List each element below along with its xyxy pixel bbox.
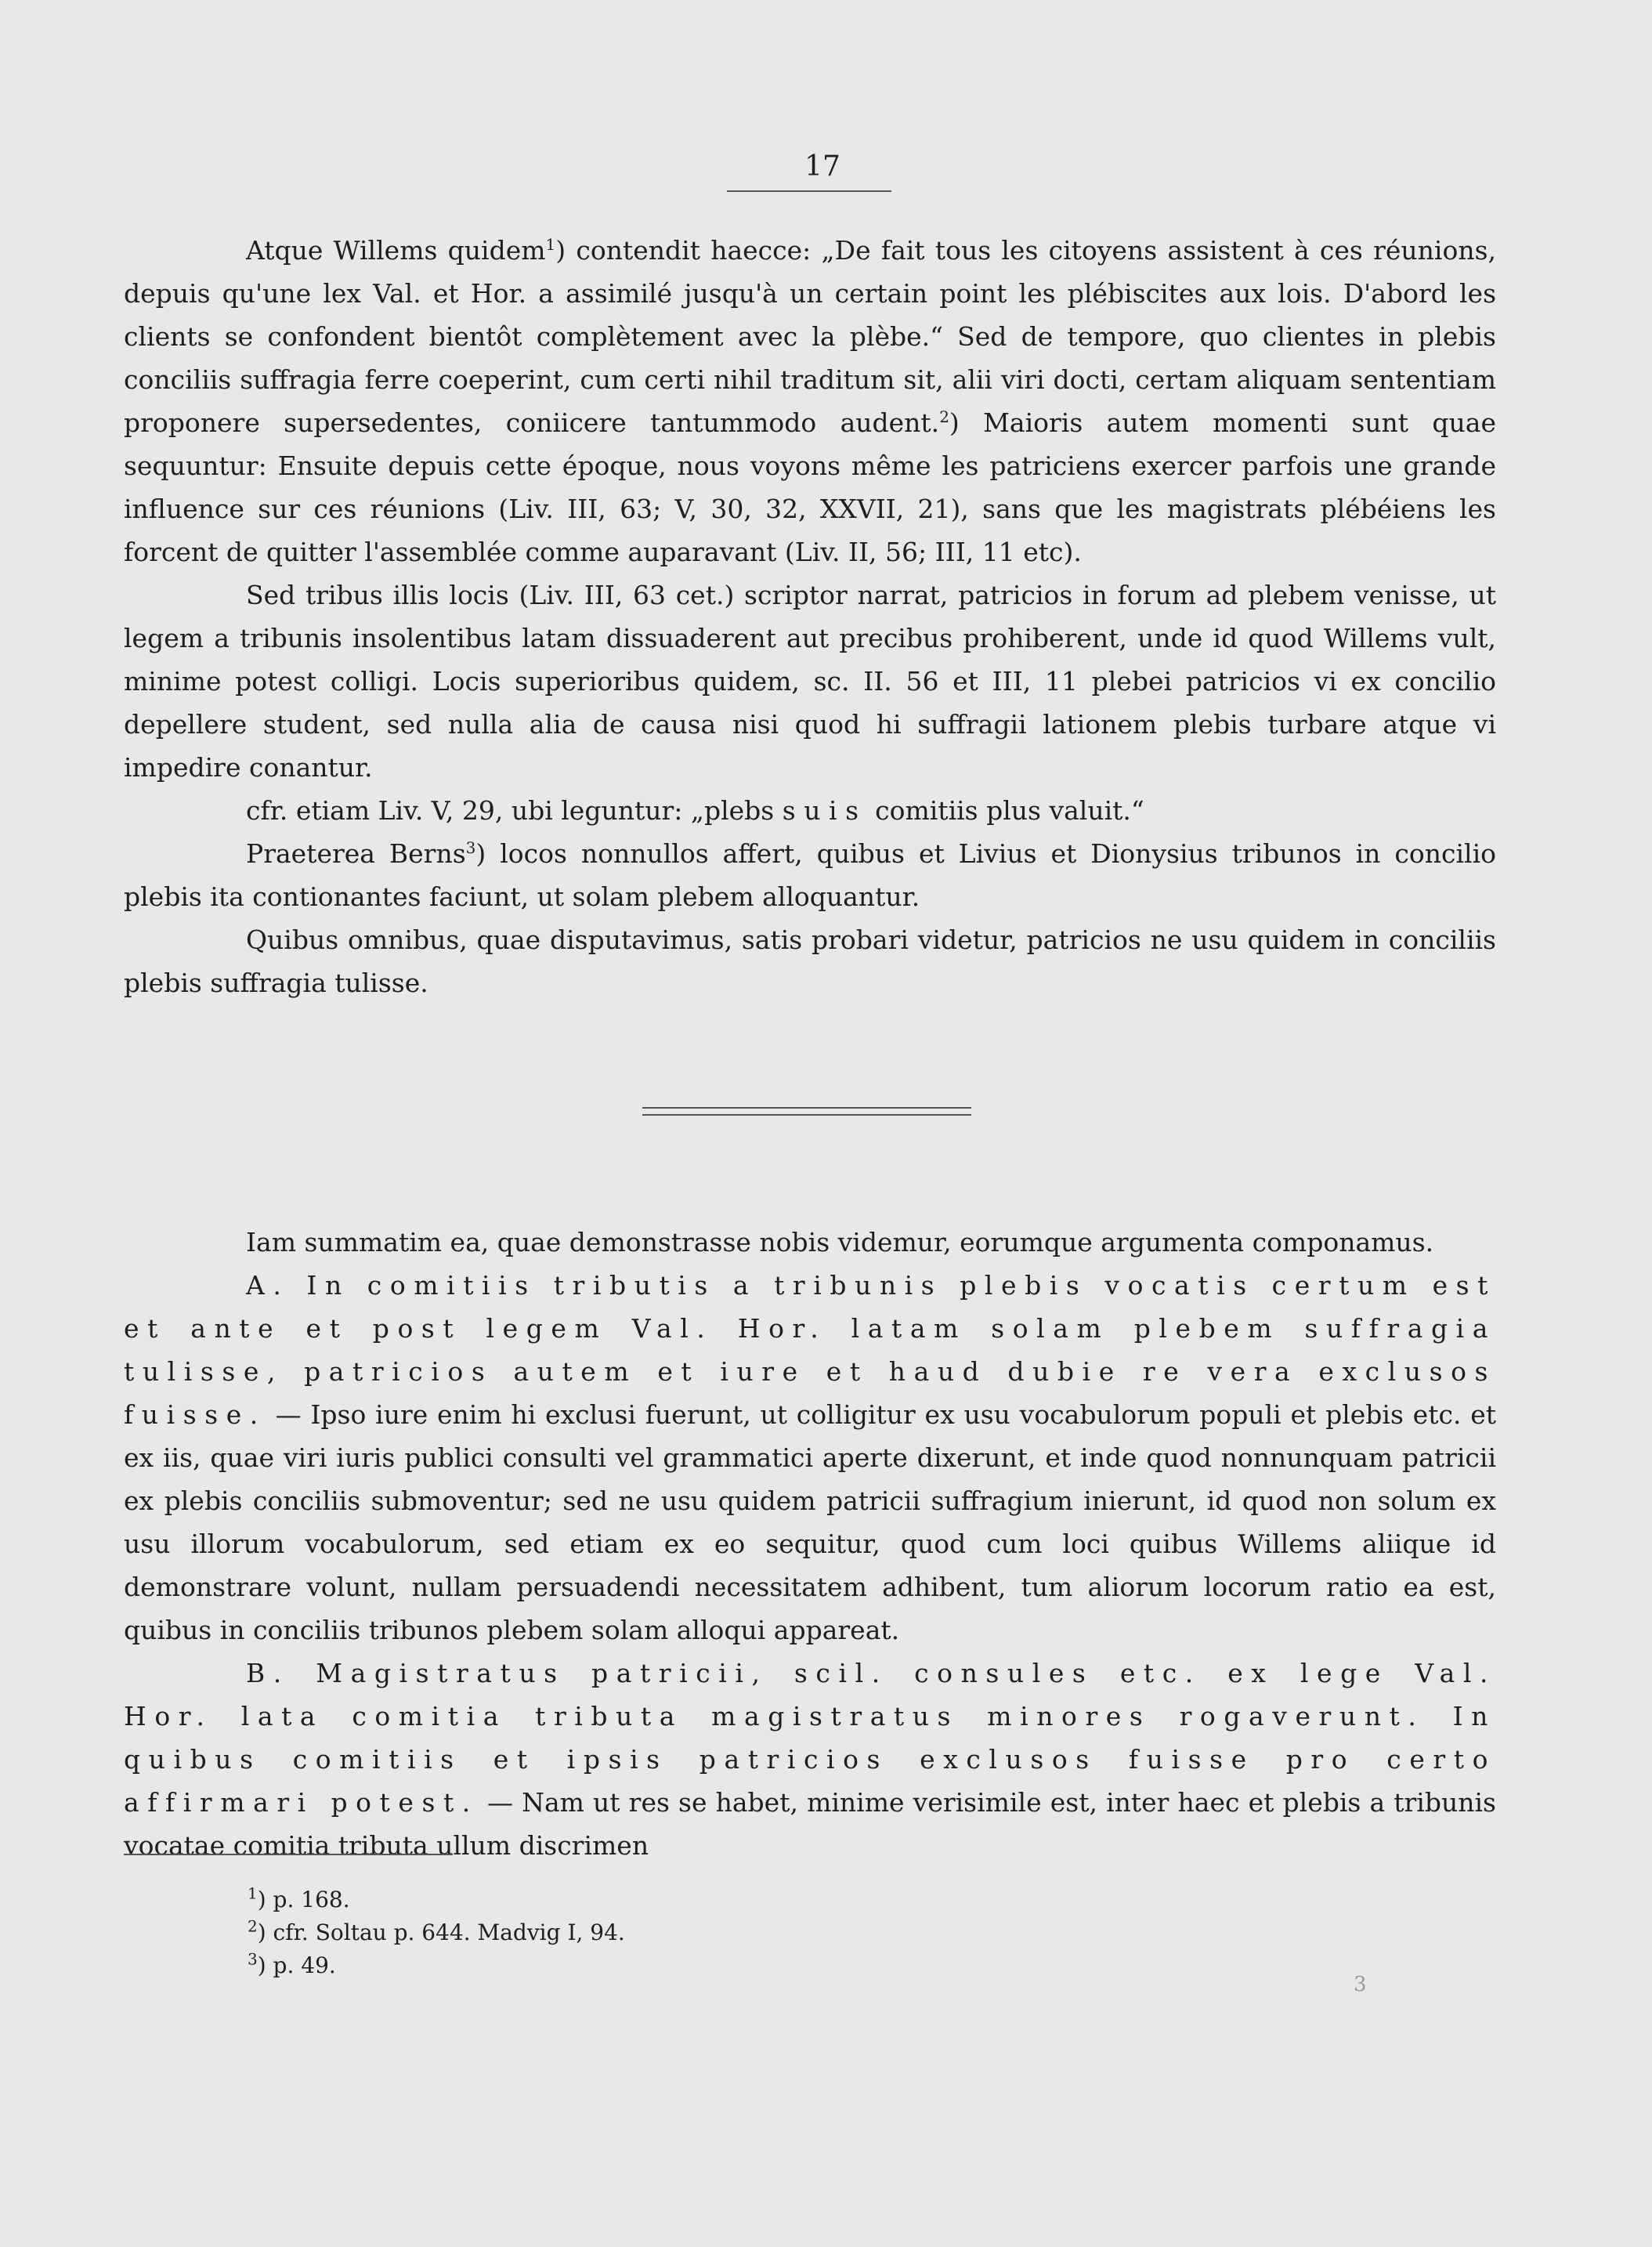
page-number-rule	[727, 190, 891, 192]
page-number: 17	[804, 150, 840, 183]
paragraph-point-b: B. Magistratus patricii, scil. consules etc. ex lege Val. Hor. lata comitia tributa magistratus minores rogaverunt. In quibus comitiis et ipsis patricios exclusos fuisse pro certo affirmari potest. — Nam ut res se habet, minime verisimile est, inter haec et plebis a tribunis vocatae comitia tributa ullum discrimen	[124, 1658, 1496, 1861]
signature-mark: 3	[1354, 1973, 1367, 1996]
footnote-2: $^2$) cfr. Soltau p. 644. Madvig I, 94.	[248, 1916, 625, 1945]
footnote-ref-3: 3	[465, 838, 476, 857]
paragraph-tribus-locis: Sed tribus illis locis (Liv. III, 63 cet.) scriptor narrat, patricios in forum ad plebem venisse, ut legem a tribunis insolentibus latam dissuaderent aut precibus prohiberent, unde id quod Willems vult, minime potest colligi. Locis superioribus quidem, sc. II. 56 et III, 11 plebei patricios vi ex concilio depellere student, sed nulla alia de causa nisi quod hi suffragii lationem plebis turbare atque vi impedire conantur.	[124, 580, 1496, 783]
footnote-1: $^1$) p. 168.	[248, 1883, 350, 1912]
emphasis-suis: suis	[782, 795, 867, 826]
section-separator	[642, 1107, 971, 1116]
emphasis-point-b: B. Magistratus patricii, scil. consules etc. ex lege Val. Hor. lata comitia tributa magistratus minores rogaverunt. In quibus comitiis et ipsis patricios exclusos fuisse pro certo affirmari potest.	[124, 1658, 1496, 1818]
footnote-rule	[124, 1854, 453, 1855]
emphasis-point-a: A. In comitiis tributis a tribunis plebis vocatis certum est et ante et post legem Val. Hor. latam solam plebem suffragia tulisse, patricios autem et iure et haud dubie re vera exclusos fuisse.	[124, 1270, 1496, 1430]
footnote-ref-2: 2	[939, 407, 949, 426]
paragraph-conclusion: Quibus omnibus, quae disputavimus, satis probari videtur, patricios ne usu quidem in conciliis plebis suffragia tulisse.	[124, 924, 1496, 998]
footnote-3: $^3$) p. 49.	[248, 1949, 336, 1978]
section-1	[124, 229, 1496, 1004]
section-2	[124, 1221, 1496, 1867]
paragraph-willems-quote: Atque Willems quidem$^1$) contendit haecce: „De fait tous les citoyens assistent à ces réunions, depuis qu'une lex Val. et Hor. a assimilé jusqu'à un certain point les plébiscites aux lois. D'abord les clients se confondent bientôt complètement avec la plèbe.“ Sed de tempore, quo clientes in plebis conciliis suffragia ferre coeperint, cum certi nihil traditum sit, alii viri docti, certam aliquam sententiam proponere supersedentes, coniicere tantummodo audent.$^2$) Maioris autem momenti sunt quae sequuntur: Ensuite depuis cette époque, nous voyons même les patriciens exercer parfois une grande influence sur ces réunions (Liv. III, 63; V, 30, 32, XXVII, 21), sans que les magistrats plébéiens les forcent de quitter l'assemblée comme auparavant (Liv. II, 56; III, 11 etc).	[124, 235, 1496, 567]
footnotes	[248, 1883, 953, 1982]
paragraph-summary-intro: Iam summatim ea, quae demonstrasse nobis videmur, eorumque argumenta componamus.	[246, 1227, 1434, 1257]
paragraph-berns: Praeterea Berns$^3$) locos nonnullos affert, quibus et Livius et Dionysius tribunos in concilio plebis ita contionantes faciunt, ut solam plebem alloquantur.	[124, 838, 1496, 912]
paragraph-cfr-liv: cfr. etiam Liv. V, 29, ubi leguntur: „plebs suis comitiis plus valuit.“	[246, 795, 1144, 826]
paragraph-point-a: A. In comitiis tributis a tribunis plebis vocatis certum est et ante et post legem Val. Hor. latam solam plebem suffragia tulisse, patricios autem et iure et haud dubie re vera exclusos fuisse. — Ipso iure enim hi exclusi fuerunt, ut colligitur ex usu vocabulorum populi et plebis etc. et ex iis, quae viri iuris publici consulti vel grammatici aperte dixerunt, et inde quod nonnunquam patricii ex plebis conciliis submoventur; sed ne usu quidem patricii suffragium inierunt, id quod non solum ex usu illorum vocabulorum, sed etiam ex eo sequitur, quod cum loci quibus Willems aliique id demonstrare volunt, nullam persuadendi necessitatem adhibent, tum aliorum locorum ratio ea est, quibus in conciliis tribunos plebem solam alloqui appareat.	[124, 1270, 1496, 1645]
footnote-ref-1: 1	[545, 235, 556, 254]
